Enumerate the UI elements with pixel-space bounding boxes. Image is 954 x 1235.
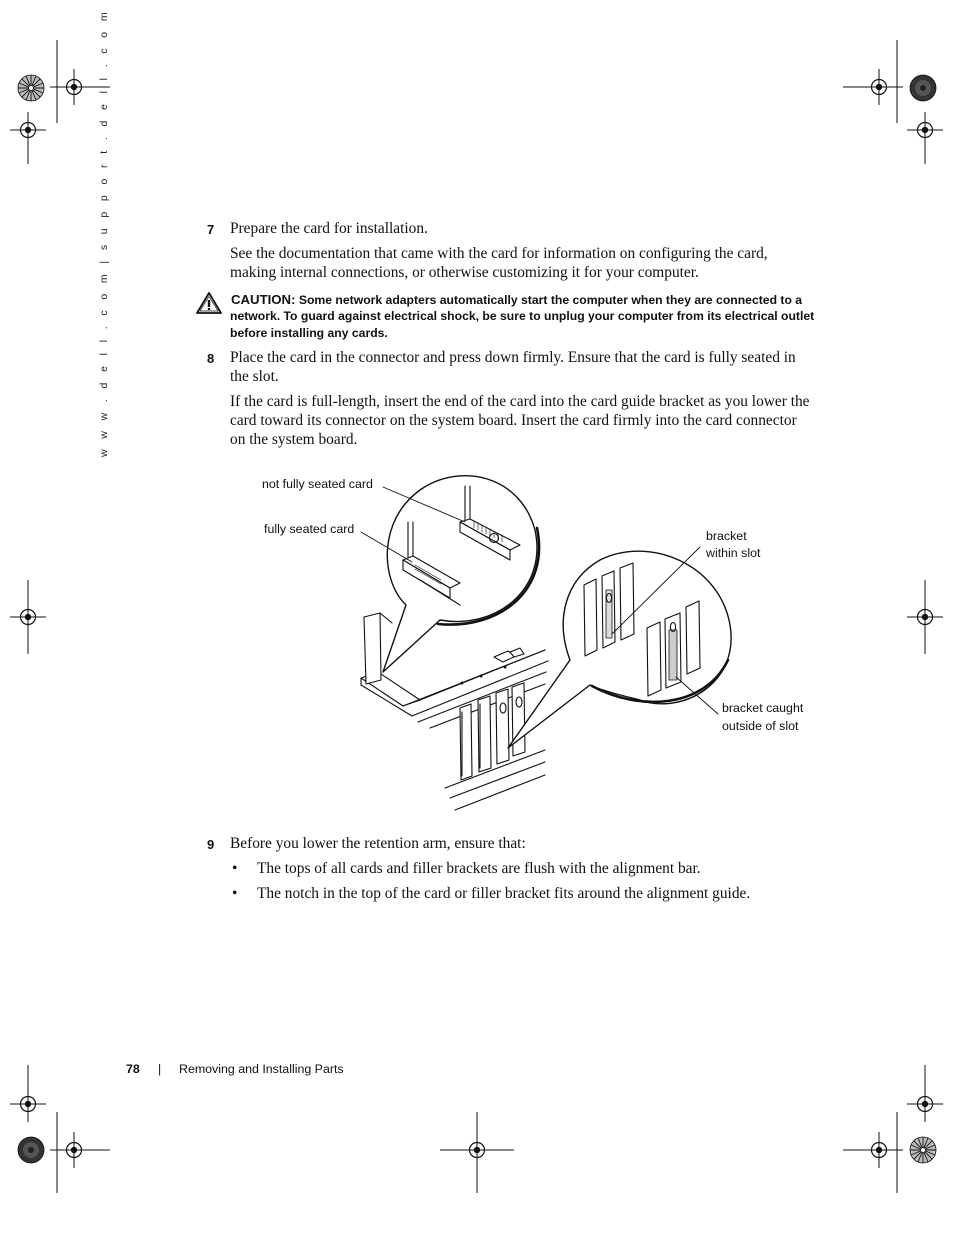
footer-separator: | bbox=[158, 1062, 162, 1076]
caution-line-2: network. To guard against electrical shock, be sure to unplug your computer from its electrical outlet bbox=[230, 309, 815, 323]
side-url: w w w . d e l l . c o m | s u p p o r t . d e l l . c o m bbox=[98, 8, 110, 457]
step-8-para-line-3: on the system board. bbox=[230, 431, 358, 448]
card-panel bbox=[364, 613, 381, 684]
magnifier-left bbox=[383, 476, 537, 672]
step-8-line-2: the slot. bbox=[230, 368, 279, 385]
step-8-para-line-1: If the card is full-length, insert the end of the card into the card guide bracket as you lower the bbox=[230, 393, 810, 410]
caution-text-1: Some network adapters automatically start the computer when they are connected to a bbox=[298, 293, 803, 307]
step-7-para-line-2: making internal connections, or otherwise customizing it for your computer. bbox=[230, 264, 699, 281]
page-number: 78 bbox=[126, 1062, 140, 1076]
bullet-item-2: The notch in the top of the card or filler bracket fits around the alignment guide. bbox=[257, 885, 751, 902]
bullet-marker-2: • bbox=[232, 885, 238, 902]
caution-line-3: before installing any cards. bbox=[230, 326, 388, 340]
callout-bracket-caught-line-2: outside of slot bbox=[722, 719, 799, 733]
callout-not-fully-seated: not fully seated card bbox=[262, 477, 373, 491]
step-7-para-line-1: See the documentation that came with the card for information on configuring the card, bbox=[230, 245, 768, 262]
callout-bracket-within-line-2: within slot bbox=[706, 546, 761, 560]
step-9-text: Before you lower the retention arm, ensure that: bbox=[230, 835, 526, 852]
callout-bracket-within-line-1: bracket bbox=[706, 529, 747, 543]
step-9-number: 9 bbox=[207, 837, 215, 852]
bullet-marker-1: • bbox=[232, 860, 238, 877]
step-7-number: 7 bbox=[207, 222, 215, 237]
step-7-text: Prepare the card for installation. bbox=[230, 220, 428, 237]
callout-fully-seated: fully seated card bbox=[264, 522, 355, 536]
bullet-item-1: The tops of all cards and filler brackets are flush with the alignment bar. bbox=[257, 860, 701, 877]
step-8-number: 8 bbox=[207, 351, 215, 366]
caution-label: CAUTION: bbox=[231, 292, 296, 307]
footer-section-title: Removing and Installing Parts bbox=[179, 1062, 344, 1076]
step-8-line-1: Place the card in the connector and press down firmly. Ensure that the card is fully seated in bbox=[230, 349, 796, 366]
callout-bracket-caught-line-1: bracket caught bbox=[722, 701, 804, 715]
step-8-para-line-2: card toward its connector on the system board. Insert the card firmly into the card connector bbox=[230, 412, 797, 429]
